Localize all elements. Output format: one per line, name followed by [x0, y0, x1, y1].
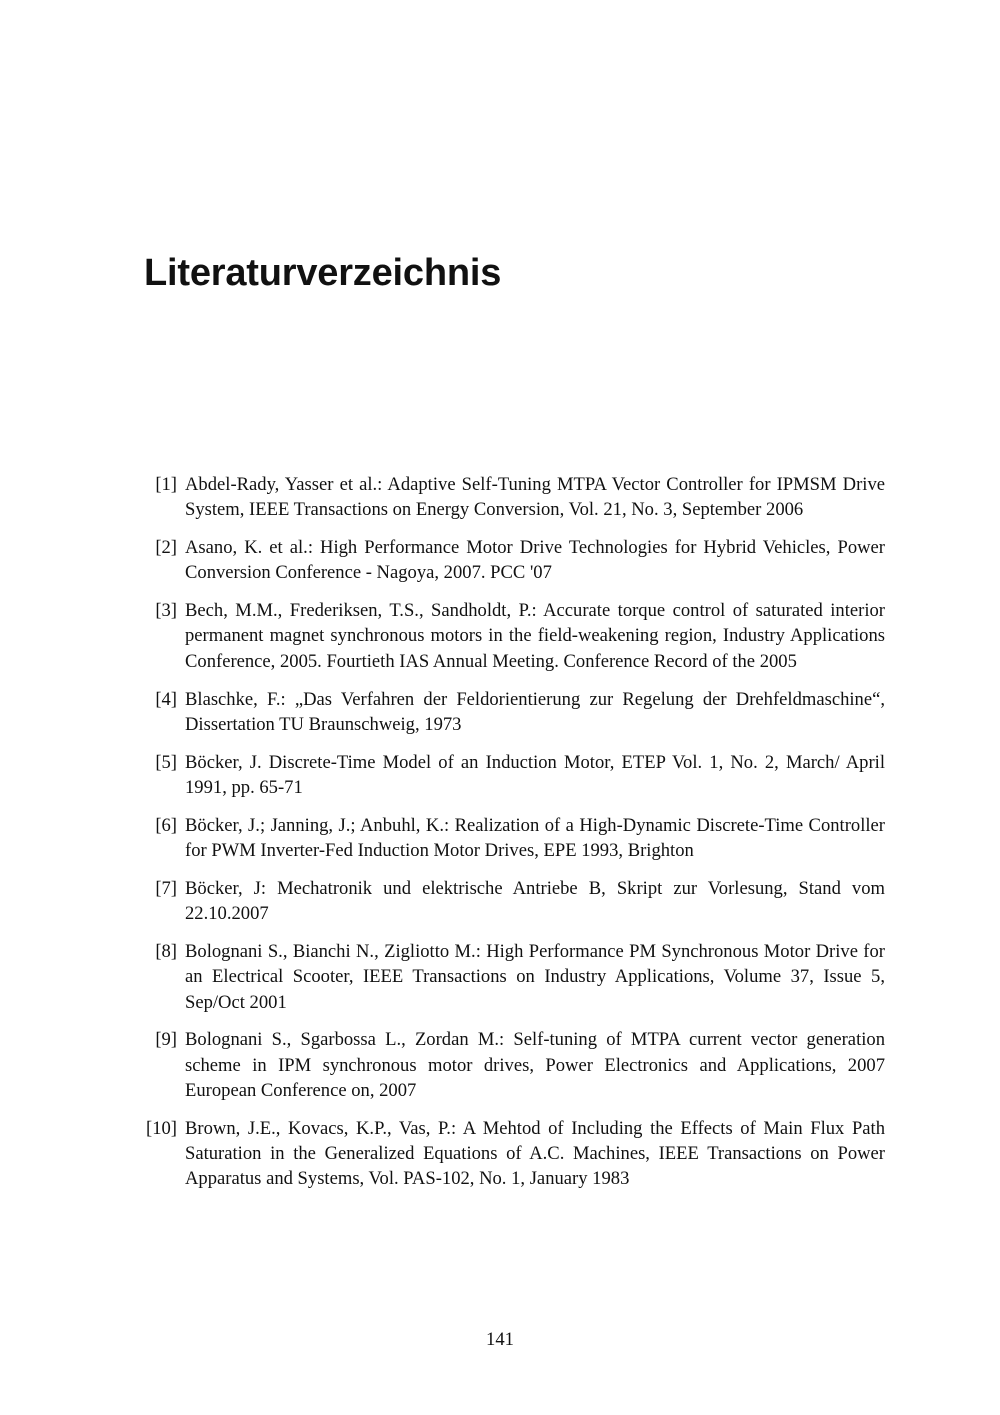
reference-number: [2]	[155, 537, 177, 559]
reference-text: Böcker, J: Mechatronik und elektrische Antriebe B, Skript zur Vorlesung, Stand vom 22.10.2007	[185, 877, 885, 925]
reference-entry	[140, 472, 885, 523]
page-number: 141	[486, 1329, 514, 1350]
reference-number: [10]	[146, 1117, 177, 1139]
reference-text: Böcker, J.; Janning, J.; Anbuhl, K.: Realization of a High-Dynamic Discrete-Time Controller for PWM Inverter-Fed Induction Motor Drives, EPE 1993, Brighton	[185, 814, 885, 862]
reference-text: Asano, K. et al.: High Performance Motor Drive Technologies for Hybrid Vehicles, Power Conversion Conference - Nagoya, 2007. PCC '07	[185, 537, 885, 584]
reference-number: [8]	[155, 940, 177, 962]
reference-number: [1]	[155, 474, 177, 495]
reference-text: Brown, J.E., Kovacs, K.P., Vas, P.: A Mehtod of Including the Effects of Main Flux Path Saturation in the Generalized Equations of A.C. Machines, IEEE Transactions on Power Apparatus and Systems, Vol. PAS-102, No. 1, January 1983	[185, 1117, 885, 1190]
reference-text: Bolognani S., Sgarbossa L., Zordan M.: Self-tuning of MTPA current vector generation scheme in IPM synchronous motor drives, Power Electronics and Applications, 2007 European Conference on, 2007	[185, 1029, 885, 1101]
reference-number: [5]	[155, 751, 177, 773]
reference-entry	[140, 813, 885, 864]
reference-number: [6]	[155, 814, 177, 836]
reference-text: Bolognani S., Bianchi N., Zigliotto M.: High Performance PM Synchronous Motor Drive for an Electrical Scooter, IEEE Transactions on Industry Applications, Volume 37, Issue 5, Sep/Oct 2001	[185, 940, 885, 1013]
reference-number: [3]	[155, 600, 177, 622]
reference-entry	[140, 687, 885, 738]
reference-text: Bech, M.M., Frederiksen, T.S., Sandholdt, P.: Accurate torque control of saturated interior permanent magnet synchronous motors in the field-weakening region, Industry Applications Conference, 2005. Fourtieth IAS Annual Meeting. Conference Record of the 2005	[185, 600, 885, 672]
reference-entry	[140, 750, 885, 801]
reference-text: Blaschke, F.: „Das Verfahren der Feldorientierung zur Regelung der Drehfeldmaschine“, Dissertation TU Braunschweig, 1973	[185, 688, 885, 735]
reference-number: [9]	[155, 1029, 177, 1051]
reference-list	[140, 472, 885, 1204]
reference-entry	[140, 535, 885, 586]
reference-entry	[140, 598, 885, 674]
page-title: Literaturverzeichnis	[144, 252, 502, 294]
reference-text: Böcker, J. Discrete-Time Model of an Induction Motor, ETEP Vol. 1, No. 2, March/ April 1991, pp. 65-71	[185, 751, 885, 798]
reference-text: Abdel-Rady, Yasser et al.: Adaptive Self-Tuning MTPA Vector Controller for IPMSM Drive System, IEEE Transactions on Energy Conversion, Vol. 21, No. 3, September 2006	[185, 474, 885, 521]
reference-number: [7]	[155, 877, 177, 899]
reference-entry	[140, 1027, 885, 1103]
reference-number: [4]	[155, 688, 177, 710]
reference-entry	[140, 939, 885, 1015]
reference-entry	[140, 1116, 885, 1192]
reference-entry	[140, 876, 885, 927]
